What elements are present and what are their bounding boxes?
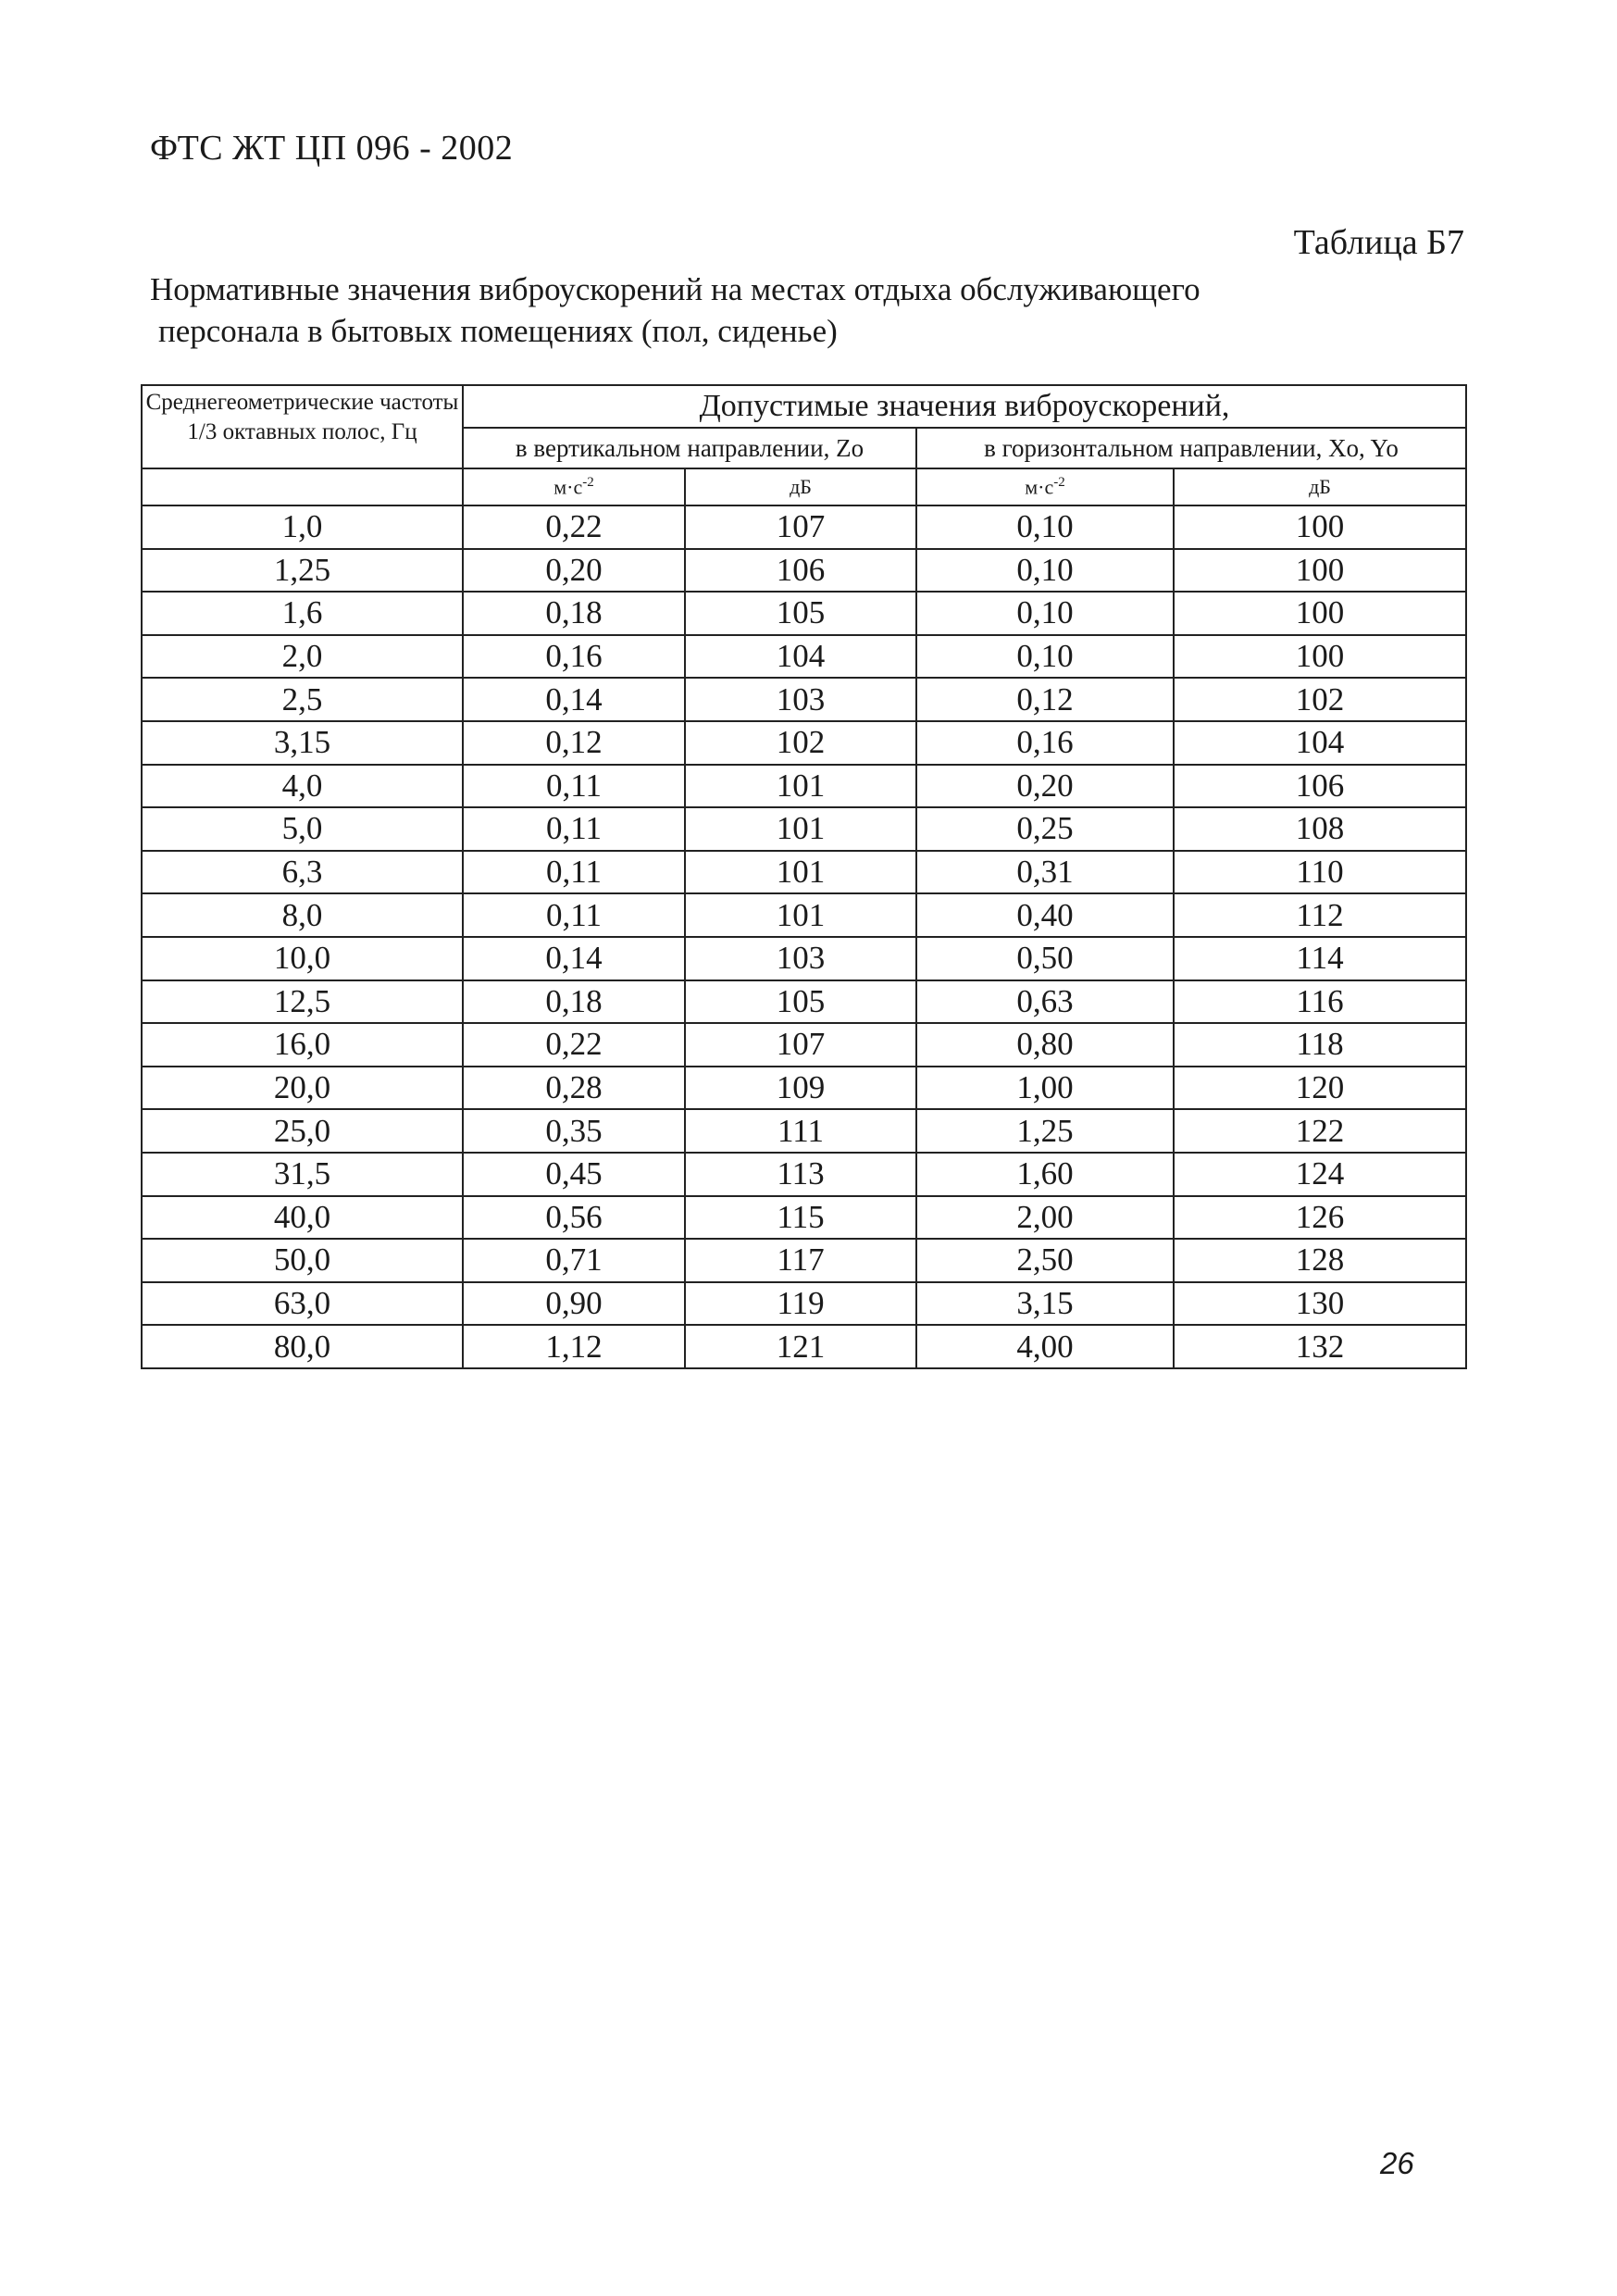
table-row bbox=[142, 1282, 1466, 1326]
cell-vertical-db: 103 bbox=[685, 937, 916, 980]
unit-label: м·с bbox=[1025, 475, 1054, 499]
cell-frequency: 6,3 bbox=[142, 851, 463, 894]
cell-horizontal-db: 102 bbox=[1174, 678, 1466, 721]
cell-vertical-ms: 1,12 bbox=[463, 1325, 685, 1368]
cell-vertical-db: 115 bbox=[685, 1196, 916, 1240]
header-unit-horizontal-ms bbox=[916, 468, 1174, 505]
cell-vertical-ms: 0,56 bbox=[463, 1196, 685, 1240]
table-row bbox=[142, 765, 1466, 808]
header-unit-vertical-ms bbox=[463, 468, 685, 505]
cell-vertical-db: 105 bbox=[685, 980, 916, 1024]
cell-vertical-db: 109 bbox=[685, 1067, 916, 1110]
table-body bbox=[142, 505, 1466, 1368]
cell-vertical-ms: 0,22 bbox=[463, 505, 685, 549]
caption-line-1: Нормативные значения виброускорений на местах отдыха обслуживающего bbox=[150, 271, 1200, 307]
cell-vertical-ms: 0,12 bbox=[463, 721, 685, 765]
cell-frequency: 63,0 bbox=[142, 1282, 463, 1326]
cell-frequency: 20,0 bbox=[142, 1067, 463, 1110]
cell-horizontal-db: 120 bbox=[1174, 1067, 1466, 1110]
cell-horizontal-db: 128 bbox=[1174, 1239, 1466, 1282]
cell-frequency: 40,0 bbox=[142, 1196, 463, 1240]
cell-frequency: 10,0 bbox=[142, 937, 463, 980]
cell-horizontal-ms: 0,10 bbox=[916, 592, 1174, 635]
cell-horizontal-ms: 4,00 bbox=[916, 1325, 1174, 1368]
cell-frequency: 80,0 bbox=[142, 1325, 463, 1368]
cell-vertical-ms: 0,71 bbox=[463, 1239, 685, 1282]
table-row bbox=[142, 635, 1466, 679]
cell-frequency: 1,0 bbox=[142, 505, 463, 549]
table-caption bbox=[150, 268, 1353, 352]
table-row bbox=[142, 851, 1466, 894]
table-row bbox=[142, 1196, 1466, 1240]
cell-vertical-db: 101 bbox=[685, 893, 916, 937]
cell-vertical-db: 105 bbox=[685, 592, 916, 635]
cell-vertical-ms: 0,18 bbox=[463, 980, 685, 1024]
cell-horizontal-ms: 1,00 bbox=[916, 1067, 1174, 1110]
cell-horizontal-db: 100 bbox=[1174, 549, 1466, 593]
unit-label: м·с bbox=[554, 475, 583, 499]
cell-frequency: 16,0 bbox=[142, 1023, 463, 1067]
cell-horizontal-db: 104 bbox=[1174, 721, 1466, 765]
cell-vertical-ms: 0,11 bbox=[463, 765, 685, 808]
cell-vertical-db: 117 bbox=[685, 1239, 916, 1282]
cell-vertical-ms: 0,90 bbox=[463, 1282, 685, 1326]
page-number: 26 bbox=[1380, 2146, 1414, 2180]
cell-frequency: 25,0 bbox=[142, 1109, 463, 1153]
header-group: Допустимые значения виброускорений, bbox=[463, 385, 1466, 428]
cell-horizontal-ms: 2,50 bbox=[916, 1239, 1174, 1282]
cell-horizontal-db: 114 bbox=[1174, 937, 1466, 980]
table-row bbox=[142, 980, 1466, 1024]
document-code: ФТС ЖТ ЦП 096 - 2002 bbox=[150, 129, 514, 168]
table-row bbox=[142, 1067, 1466, 1110]
cell-frequency: 1,6 bbox=[142, 592, 463, 635]
cell-frequency: 12,5 bbox=[142, 980, 463, 1024]
header-unit-empty bbox=[142, 468, 463, 505]
cell-frequency: 1,25 bbox=[142, 549, 463, 593]
cell-vertical-db: 101 bbox=[685, 851, 916, 894]
unit-exponent: -2 bbox=[582, 474, 594, 490]
cell-horizontal-ms: 0,16 bbox=[916, 721, 1174, 765]
cell-frequency: 3,15 bbox=[142, 721, 463, 765]
vibration-table bbox=[141, 384, 1467, 1369]
table-row bbox=[142, 1109, 1466, 1153]
cell-horizontal-db: 130 bbox=[1174, 1282, 1466, 1326]
cell-horizontal-db: 118 bbox=[1174, 1023, 1466, 1067]
cell-horizontal-db: 108 bbox=[1174, 807, 1466, 851]
header-unit-horizontal-db: дБ bbox=[1174, 468, 1466, 505]
cell-horizontal-ms: 0,31 bbox=[916, 851, 1174, 894]
cell-horizontal-ms: 0,40 bbox=[916, 893, 1174, 937]
table-row bbox=[142, 937, 1466, 980]
cell-horizontal-ms: 1,25 bbox=[916, 1109, 1174, 1153]
cell-vertical-ms: 0,45 bbox=[463, 1153, 685, 1196]
cell-horizontal-db: 124 bbox=[1174, 1153, 1466, 1196]
cell-vertical-db: 102 bbox=[685, 721, 916, 765]
table-row bbox=[142, 807, 1466, 851]
cell-horizontal-db: 132 bbox=[1174, 1325, 1466, 1368]
cell-frequency: 5,0 bbox=[142, 807, 463, 851]
cell-frequency: 4,0 bbox=[142, 765, 463, 808]
table-header bbox=[142, 385, 1466, 505]
cell-vertical-ms: 0,35 bbox=[463, 1109, 685, 1153]
cell-horizontal-ms: 1,60 bbox=[916, 1153, 1174, 1196]
table-row bbox=[142, 893, 1466, 937]
cell-horizontal-db: 112 bbox=[1174, 893, 1466, 937]
cell-horizontal-db: 126 bbox=[1174, 1196, 1466, 1240]
header-unit-vertical-db: дБ bbox=[685, 468, 916, 505]
cell-horizontal-ms: 0,63 bbox=[916, 980, 1174, 1024]
cell-frequency: 50,0 bbox=[142, 1239, 463, 1282]
cell-vertical-db: 104 bbox=[685, 635, 916, 679]
cell-horizontal-db: 100 bbox=[1174, 635, 1466, 679]
header-vertical: в вертикальном направлении, Zo bbox=[463, 428, 916, 468]
cell-horizontal-ms: 0,10 bbox=[916, 635, 1174, 679]
table-row bbox=[142, 678, 1466, 721]
cell-vertical-ms: 0,16 bbox=[463, 635, 685, 679]
cell-frequency: 31,5 bbox=[142, 1153, 463, 1196]
cell-vertical-db: 113 bbox=[685, 1153, 916, 1196]
table-row bbox=[142, 1023, 1466, 1067]
cell-horizontal-ms: 3,15 bbox=[916, 1282, 1174, 1326]
cell-vertical-db: 119 bbox=[685, 1282, 916, 1326]
header-frequency: Среднегеометрические частоты 1/3 октавных полос, Гц bbox=[142, 385, 463, 468]
cell-vertical-ms: 0,18 bbox=[463, 592, 685, 635]
cell-horizontal-ms: 0,12 bbox=[916, 678, 1174, 721]
cell-vertical-ms: 0,14 bbox=[463, 678, 685, 721]
table-row bbox=[142, 1153, 1466, 1196]
cell-vertical-db: 111 bbox=[685, 1109, 916, 1153]
header-horizontal: в горизонтальном направлении, Xo, Yo bbox=[916, 428, 1466, 468]
cell-horizontal-db: 122 bbox=[1174, 1109, 1466, 1153]
cell-horizontal-ms: 0,50 bbox=[916, 937, 1174, 980]
cell-vertical-db: 107 bbox=[685, 505, 916, 549]
cell-frequency: 2,5 bbox=[142, 678, 463, 721]
cell-vertical-ms: 0,22 bbox=[463, 1023, 685, 1067]
cell-vertical-ms: 0,20 bbox=[463, 549, 685, 593]
cell-horizontal-ms: 0,20 bbox=[916, 765, 1174, 808]
cell-vertical-ms: 0,28 bbox=[463, 1067, 685, 1110]
cell-horizontal-db: 116 bbox=[1174, 980, 1466, 1024]
cell-horizontal-ms: 0,10 bbox=[916, 549, 1174, 593]
table-row bbox=[142, 549, 1466, 593]
cell-horizontal-db: 106 bbox=[1174, 765, 1466, 808]
table-row bbox=[142, 505, 1466, 549]
cell-horizontal-ms: 0,10 bbox=[916, 505, 1174, 549]
cell-horizontal-db: 110 bbox=[1174, 851, 1466, 894]
cell-horizontal-db: 100 bbox=[1174, 505, 1466, 549]
table-number: Таблица Б7 bbox=[1293, 223, 1464, 262]
cell-vertical-db: 106 bbox=[685, 549, 916, 593]
cell-vertical-ms: 0,14 bbox=[463, 937, 685, 980]
table-row bbox=[142, 1239, 1466, 1282]
cell-vertical-ms: 0,11 bbox=[463, 851, 685, 894]
cell-frequency: 8,0 bbox=[142, 893, 463, 937]
cell-vertical-db: 121 bbox=[685, 1325, 916, 1368]
cell-frequency: 2,0 bbox=[142, 635, 463, 679]
cell-vertical-ms: 0,11 bbox=[463, 807, 685, 851]
caption-line-2: персонала в бытовых помещениях (пол, сиденье) bbox=[158, 313, 838, 349]
cell-vertical-db: 101 bbox=[685, 765, 916, 808]
cell-horizontal-db: 100 bbox=[1174, 592, 1466, 635]
table-row bbox=[142, 1325, 1466, 1368]
cell-horizontal-ms: 0,25 bbox=[916, 807, 1174, 851]
cell-vertical-db: 103 bbox=[685, 678, 916, 721]
cell-vertical-db: 101 bbox=[685, 807, 916, 851]
cell-vertical-ms: 0,11 bbox=[463, 893, 685, 937]
table-row bbox=[142, 721, 1466, 765]
table-row bbox=[142, 592, 1466, 635]
cell-horizontal-ms: 0,80 bbox=[916, 1023, 1174, 1067]
cell-vertical-db: 107 bbox=[685, 1023, 916, 1067]
cell-horizontal-ms: 2,00 bbox=[916, 1196, 1174, 1240]
unit-exponent: -2 bbox=[1053, 474, 1065, 490]
